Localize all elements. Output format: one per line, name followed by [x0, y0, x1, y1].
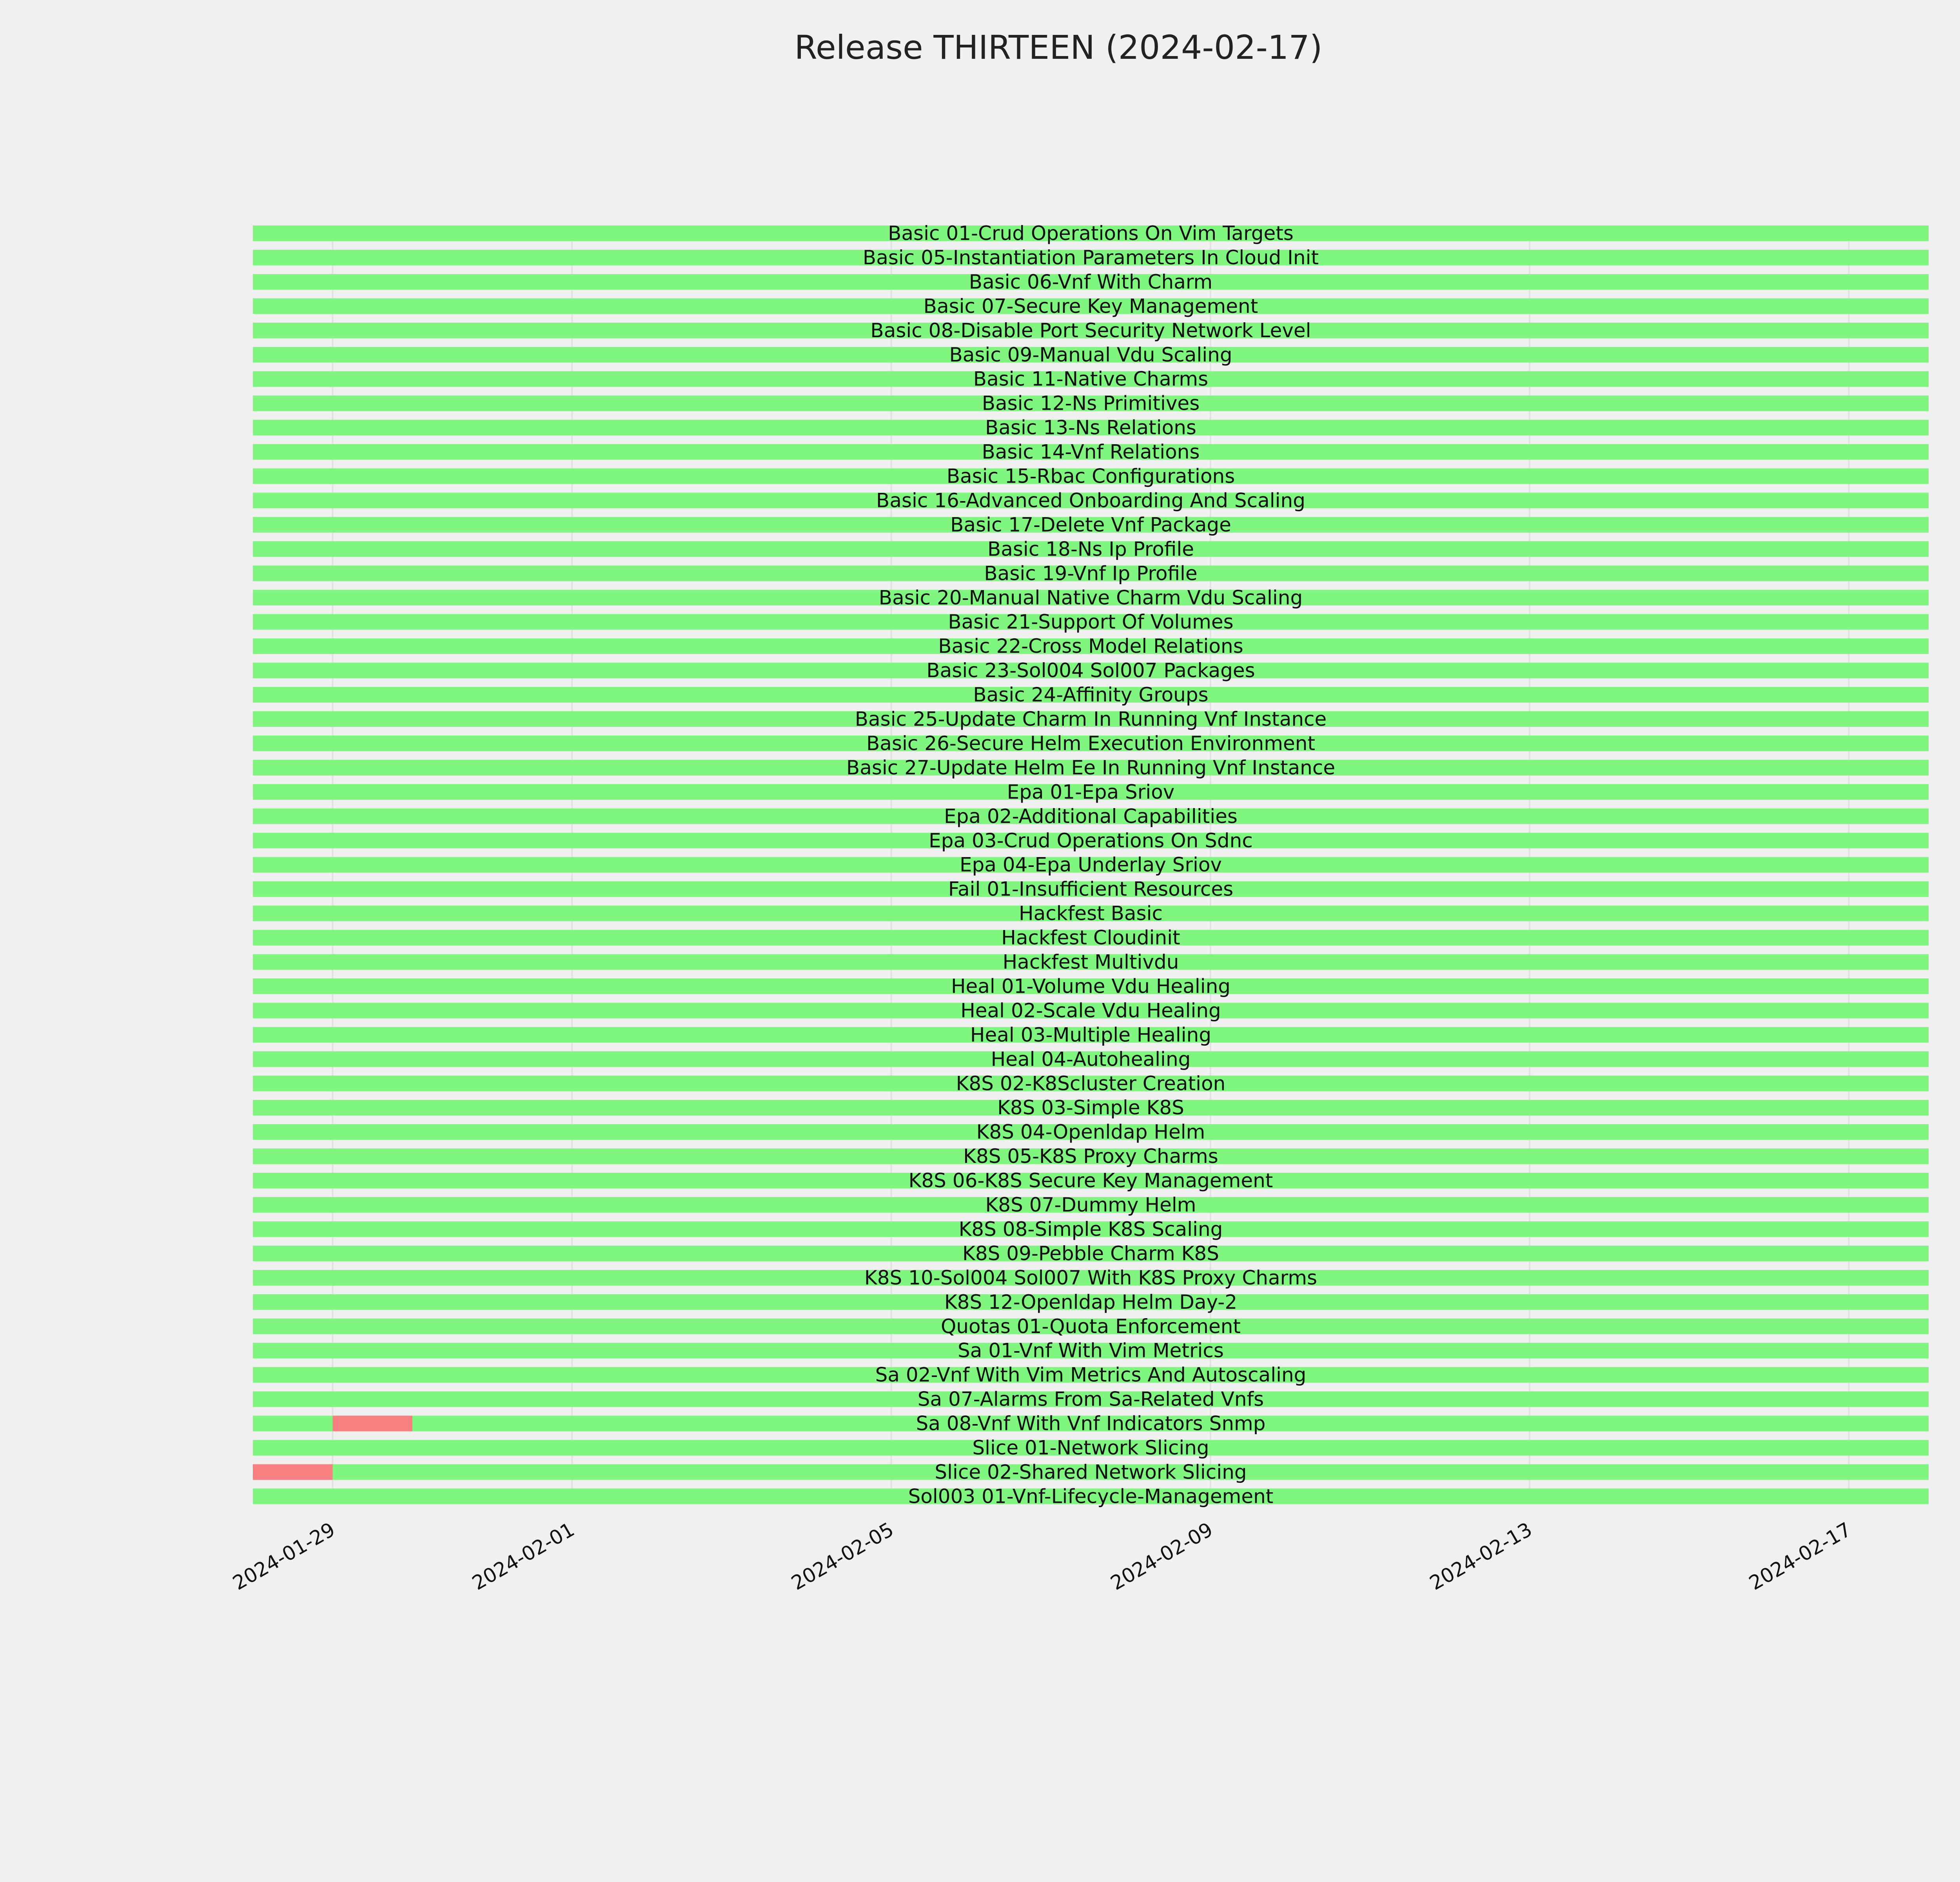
task-label: K8S 04-Openldap Helm	[976, 1121, 1205, 1144]
task-label: Heal 02-Scale Vdu Healing	[960, 999, 1221, 1022]
task-label: Heal 03-Multiple Healing	[970, 1023, 1212, 1046]
task-label: K8S 05-K8S Proxy Charms	[963, 1145, 1218, 1168]
task-label: K8S 09-Pebble Charm K8S	[962, 1242, 1219, 1265]
task-label: Epa 02-Additional Capabilities	[944, 805, 1238, 828]
task-label: Basic 27-Update Helm Ee In Running Vnf Instance	[846, 756, 1336, 779]
task-label: Basic 22-Cross Model Relations	[938, 635, 1243, 658]
task-label: Basic 11-Native Charms	[973, 367, 1209, 391]
task-label: Hackfest Multivdu	[1002, 950, 1179, 974]
task-label: Sa 02-Vnf With Vim Metrics And Autoscaling	[875, 1363, 1307, 1386]
task-label: Basic 20-Manual Native Charm Vdu Scaling	[878, 586, 1303, 609]
task-label: Basic 26-Secure Helm Execution Environment	[866, 732, 1316, 755]
task-label: Basic 01-Crud Operations On Vim Targets	[888, 222, 1294, 245]
task-label: Hackfest Basic	[1019, 902, 1163, 925]
task-bar-segment	[333, 1416, 413, 1431]
task-label: K8S 07-Dummy Helm	[985, 1194, 1196, 1216]
task-label: Sa 07-Alarms From Sa-Related Vnfs	[917, 1388, 1264, 1411]
task-label: Basic 21-Support Of Volumes	[948, 610, 1234, 634]
task-label: Basic 14-Vnf Relations	[982, 440, 1200, 463]
task-label: K8S 02-K8Scluster Creation	[956, 1072, 1226, 1095]
task-label: Fail 01-Insufficient Resources	[948, 877, 1234, 901]
task-label: Basic 18-Ns Ip Profile	[987, 538, 1194, 561]
task-label: Basic 12-Ns Primitives	[982, 392, 1200, 415]
task-label: Epa 04-Epa Underlay Sriov	[959, 853, 1222, 876]
task-label: Basic 24-Affinity Groups	[973, 683, 1209, 707]
task-label: Basic 23-Sol004 Sol007 Packages	[926, 659, 1255, 682]
task-label: Heal 01-Volume Vdu Healing	[951, 975, 1231, 998]
task-label: Sol003 01-Vnf-Lifecycle-Management	[908, 1485, 1274, 1508]
task-label: Epa 01-Epa Sriov	[1007, 780, 1175, 803]
task-label: Basic 25-Update Charm In Running Vnf Instance	[855, 708, 1327, 730]
task-label: K8S 06-K8S Secure Key Management	[908, 1169, 1273, 1192]
task-label: Basic 16-Advanced Onboarding And Scaling	[876, 489, 1305, 512]
task-label: K8S 12-Openldap Helm Day-2	[944, 1290, 1238, 1313]
task-label: Hackfest Cloudinit	[1001, 926, 1180, 949]
task-label: K8S 03-Simple K8S	[997, 1096, 1184, 1119]
chart-title: Release THIRTEEN (2024-02-17)	[794, 28, 1323, 67]
task-label: Basic 06-Vnf With Charm	[969, 270, 1213, 293]
task-label: Basic 15-Rbac Configurations	[946, 465, 1235, 488]
task-label: Quotas 01-Quota Enforcement	[940, 1315, 1241, 1338]
task-label: Basic 09-Manual Vdu Scaling	[949, 343, 1232, 366]
task-label: Basic 13-Ns Relations	[985, 416, 1196, 439]
task-label: Basic 07-Secure Key Management	[923, 294, 1258, 318]
task-label: K8S 10-Sol004 Sol007 With K8S Proxy Charms	[864, 1266, 1318, 1289]
task-bar-segment	[253, 1416, 333, 1431]
x-tick-label: 2024-02-13	[1426, 1518, 1536, 1595]
x-tick-label: 2024-02-01	[468, 1518, 579, 1595]
task-label: Epa 03-Crud Operations On Sdnc	[929, 829, 1253, 852]
task-label: Basic 19-Vnf Ip Profile	[984, 562, 1198, 585]
task-label: Slice 01-Network Slicing	[972, 1436, 1209, 1459]
task-label: Sa 08-Vnf With Vnf Indicators Snmp	[916, 1412, 1266, 1435]
task-label: Heal 04-Autohealing	[991, 1048, 1191, 1071]
task-label: Basic 17-Delete Vnf Package	[950, 513, 1231, 536]
x-tick-label: 2024-02-05	[787, 1518, 898, 1595]
task-bar-segment	[253, 1464, 333, 1480]
x-tick-label: 2024-01-29	[229, 1518, 339, 1595]
task-label: Slice 02-Shared Network Slicing	[935, 1461, 1247, 1484]
task-label: Basic 05-Instantiation Parameters In Cloud Init	[862, 246, 1319, 269]
x-tick-label: 2024-02-09	[1107, 1518, 1217, 1595]
task-label: Sa 01-Vnf With Vim Metrics	[958, 1339, 1224, 1362]
task-label: Basic 08-Disable Port Security Network Level	[870, 319, 1311, 342]
task-label: K8S 08-Simple K8S Scaling	[958, 1217, 1223, 1241]
x-tick-label: 2024-02-17	[1745, 1518, 1855, 1595]
